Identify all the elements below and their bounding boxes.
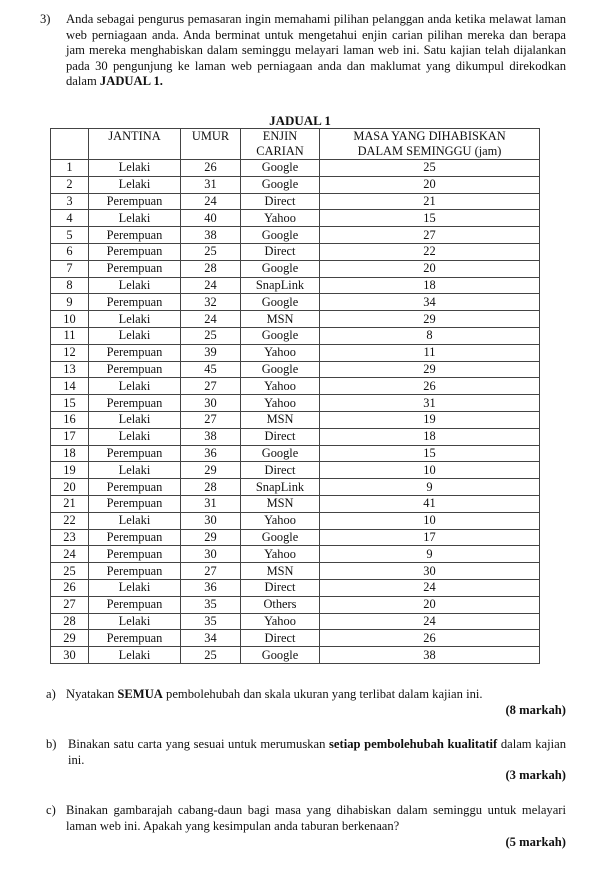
cell-no: 26 bbox=[51, 579, 89, 596]
cell-jantina: Perempuan bbox=[89, 361, 181, 378]
cell-enjin: MSN bbox=[241, 563, 320, 580]
header-masa-line2: DALAM SEMINGGU (jam) bbox=[357, 144, 502, 158]
cell-enjin: Google bbox=[241, 327, 320, 344]
table-row bbox=[51, 361, 540, 378]
table-row bbox=[51, 210, 540, 227]
cell-masa: 22 bbox=[320, 243, 540, 260]
table-row bbox=[51, 579, 540, 596]
part-a-pre: Nyatakan bbox=[66, 687, 118, 701]
cell-enjin: Direct bbox=[241, 462, 320, 479]
cell-umur: 35 bbox=[181, 613, 241, 630]
cell-masa: 11 bbox=[320, 344, 540, 361]
cell-no: 27 bbox=[51, 596, 89, 613]
cell-umur: 35 bbox=[181, 596, 241, 613]
table-row bbox=[51, 311, 540, 328]
cell-umur: 26 bbox=[181, 160, 241, 177]
header-jantina: JANTINA bbox=[89, 129, 181, 160]
part-b-label: b) bbox=[46, 737, 57, 751]
cell-umur: 28 bbox=[181, 479, 241, 496]
cell-no: 29 bbox=[51, 630, 89, 647]
cell-masa: 8 bbox=[320, 327, 540, 344]
cell-umur: 40 bbox=[181, 210, 241, 227]
cell-umur: 24 bbox=[181, 193, 241, 210]
header-enjin-line2: CARIAN bbox=[256, 144, 304, 158]
table-row bbox=[51, 647, 540, 664]
cell-jantina: Lelaki bbox=[89, 311, 181, 328]
cell-enjin: SnapLink bbox=[241, 479, 320, 496]
table-row bbox=[51, 495, 540, 512]
cell-no: 8 bbox=[51, 277, 89, 294]
cell-enjin: Yahoo bbox=[241, 546, 320, 563]
cell-enjin: MSN bbox=[241, 411, 320, 428]
cell-enjin: Google bbox=[241, 227, 320, 244]
table-row bbox=[51, 479, 540, 496]
cell-no: 24 bbox=[51, 546, 89, 563]
table-row bbox=[51, 563, 540, 580]
header-umur: UMUR bbox=[181, 129, 241, 160]
cell-umur: 38 bbox=[181, 227, 241, 244]
cell-umur: 30 bbox=[181, 512, 241, 529]
table-row bbox=[51, 260, 540, 277]
cell-masa: 25 bbox=[320, 160, 540, 177]
cell-jantina: Perempuan bbox=[89, 260, 181, 277]
cell-jantina: Lelaki bbox=[89, 277, 181, 294]
cell-umur: 30 bbox=[181, 395, 241, 412]
cell-enjin: Yahoo bbox=[241, 613, 320, 630]
table-row bbox=[51, 378, 540, 395]
cell-umur: 28 bbox=[181, 260, 241, 277]
question-text-body: Anda sebagai pengurus pemasaran ingin memahami pilihan pelanggan anda ketika melawat laman web perniagaan anda. Anda berminat untuk mengetahui enjin carian pilihan mereka dan berapa jam mereka menghabiskan dalam seminggu melayari laman web ini. Satu kajian telah dijalankan pada 30 pengunjung ke laman web perniagaan anda dan maklumat yang dikumpul direkodkan dalam bbox=[66, 12, 566, 89]
cell-masa: 38 bbox=[320, 647, 540, 664]
cell-no: 2 bbox=[51, 176, 89, 193]
cell-umur: 36 bbox=[181, 445, 241, 462]
cell-jantina: Lelaki bbox=[89, 647, 181, 664]
cell-masa: 18 bbox=[320, 428, 540, 445]
cell-masa: 34 bbox=[320, 294, 540, 311]
cell-jantina: Lelaki bbox=[89, 512, 181, 529]
cell-enjin: Yahoo bbox=[241, 512, 320, 529]
cell-no: 16 bbox=[51, 411, 89, 428]
cell-jantina: Perempuan bbox=[89, 563, 181, 580]
part-a-label: a) bbox=[46, 687, 56, 701]
table-row bbox=[51, 596, 540, 613]
table-row bbox=[51, 277, 540, 294]
table-row bbox=[51, 227, 540, 244]
cell-enjin: Yahoo bbox=[241, 210, 320, 227]
table-body bbox=[51, 160, 540, 664]
cell-jantina: Perempuan bbox=[89, 596, 181, 613]
cell-no: 13 bbox=[51, 361, 89, 378]
cell-jantina: Perempuan bbox=[89, 243, 181, 260]
table-row bbox=[51, 176, 540, 193]
header-masa bbox=[320, 129, 540, 160]
cell-enjin: Google bbox=[241, 260, 320, 277]
table-row bbox=[51, 395, 540, 412]
cell-no: 6 bbox=[51, 243, 89, 260]
cell-masa: 29 bbox=[320, 361, 540, 378]
cell-enjin: MSN bbox=[241, 311, 320, 328]
table-row bbox=[51, 243, 540, 260]
cell-enjin: Direct bbox=[241, 579, 320, 596]
cell-enjin: Google bbox=[241, 294, 320, 311]
cell-enjin: Direct bbox=[241, 428, 320, 445]
table-row bbox=[51, 193, 540, 210]
cell-masa: 15 bbox=[320, 210, 540, 227]
cell-no: 12 bbox=[51, 344, 89, 361]
part-b-pre: Binakan satu carta yang sesuai untuk merumuskan bbox=[68, 737, 330, 751]
cell-no: 30 bbox=[51, 647, 89, 664]
table-row bbox=[51, 344, 540, 361]
cell-enjin: Direct bbox=[241, 243, 320, 260]
cell-masa: 26 bbox=[320, 378, 540, 395]
header-enjin-carian bbox=[241, 129, 320, 160]
part-c bbox=[46, 802, 566, 834]
cell-masa: 10 bbox=[320, 512, 540, 529]
cell-jantina: Lelaki bbox=[89, 462, 181, 479]
part-a-post: pembolehubah dan skala ukuran yang terlibat dalam kajian ini. bbox=[162, 687, 483, 701]
cell-masa: 31 bbox=[320, 395, 540, 412]
part-a-marks: (8 markah) bbox=[505, 703, 566, 717]
part-b-post: dalam kajian ini. bbox=[68, 737, 566, 767]
cell-no: 18 bbox=[51, 445, 89, 462]
cell-no: 3 bbox=[51, 193, 89, 210]
cell-enjin: Google bbox=[241, 361, 320, 378]
part-c-label: c) bbox=[46, 803, 56, 817]
cell-jantina: Lelaki bbox=[89, 378, 181, 395]
table-row bbox=[51, 294, 540, 311]
cell-umur: 32 bbox=[181, 294, 241, 311]
cell-umur: 31 bbox=[181, 176, 241, 193]
cell-no: 23 bbox=[51, 529, 89, 546]
cell-no: 7 bbox=[51, 260, 89, 277]
cell-jantina: Perempuan bbox=[89, 630, 181, 647]
part-c-marks: (5 markah) bbox=[505, 835, 566, 849]
cell-masa: 20 bbox=[320, 260, 540, 277]
cell-no: 20 bbox=[51, 479, 89, 496]
cell-masa: 9 bbox=[320, 546, 540, 563]
cell-umur: 29 bbox=[181, 462, 241, 479]
cell-no: 5 bbox=[51, 227, 89, 244]
cell-jantina: Lelaki bbox=[89, 176, 181, 193]
cell-no: 19 bbox=[51, 462, 89, 479]
cell-jantina: Perempuan bbox=[89, 193, 181, 210]
cell-masa: 27 bbox=[320, 227, 540, 244]
table-row bbox=[51, 512, 540, 529]
cell-masa: 30 bbox=[320, 563, 540, 580]
table-row bbox=[51, 529, 540, 546]
cell-enjin: Yahoo bbox=[241, 344, 320, 361]
cell-no: 17 bbox=[51, 428, 89, 445]
cell-umur: 29 bbox=[181, 529, 241, 546]
table-row bbox=[51, 462, 540, 479]
cell-masa: 10 bbox=[320, 462, 540, 479]
cell-no: 9 bbox=[51, 294, 89, 311]
cell-no: 14 bbox=[51, 378, 89, 395]
table-row bbox=[51, 445, 540, 462]
data-table bbox=[50, 128, 540, 664]
header-masa-line1: MASA YANG DIHABISKAN bbox=[353, 129, 506, 143]
cell-masa: 26 bbox=[320, 630, 540, 647]
question-intro bbox=[40, 12, 566, 90]
cell-umur: 25 bbox=[181, 243, 241, 260]
cell-jantina: Perempuan bbox=[89, 294, 181, 311]
cell-jantina: Perempuan bbox=[89, 479, 181, 496]
cell-umur: 38 bbox=[181, 428, 241, 445]
cell-masa: 41 bbox=[320, 495, 540, 512]
cell-umur: 24 bbox=[181, 311, 241, 328]
cell-no: 10 bbox=[51, 311, 89, 328]
cell-jantina: Lelaki bbox=[89, 160, 181, 177]
part-a bbox=[46, 686, 566, 702]
cell-masa: 18 bbox=[320, 277, 540, 294]
part-b-text bbox=[68, 736, 566, 768]
cell-jantina: Lelaki bbox=[89, 411, 181, 428]
part-b-bold: setiap pembolehubah kualitatif bbox=[329, 737, 498, 751]
part-a-bold: SEMUA bbox=[117, 687, 163, 701]
cell-masa: 20 bbox=[320, 176, 540, 193]
cell-enjin: Yahoo bbox=[241, 395, 320, 412]
cell-no: 22 bbox=[51, 512, 89, 529]
cell-no: 21 bbox=[51, 495, 89, 512]
cell-enjin: Google bbox=[241, 529, 320, 546]
cell-enjin: SnapLink bbox=[241, 277, 320, 294]
cell-no: 4 bbox=[51, 210, 89, 227]
table-row bbox=[51, 613, 540, 630]
cell-umur: 27 bbox=[181, 378, 241, 395]
cell-umur: 30 bbox=[181, 546, 241, 563]
cell-masa: 29 bbox=[320, 311, 540, 328]
cell-enjin: Yahoo bbox=[241, 378, 320, 395]
cell-jantina: Perempuan bbox=[89, 546, 181, 563]
cell-umur: 34 bbox=[181, 630, 241, 647]
cell-umur: 25 bbox=[181, 647, 241, 664]
cell-umur: 24 bbox=[181, 277, 241, 294]
cell-umur: 39 bbox=[181, 344, 241, 361]
table-header-row bbox=[51, 129, 540, 160]
cell-enjin: Google bbox=[241, 445, 320, 462]
cell-no: 15 bbox=[51, 395, 89, 412]
cell-no: 28 bbox=[51, 613, 89, 630]
cell-enjin: Direct bbox=[241, 630, 320, 647]
part-b bbox=[46, 736, 566, 768]
cell-jantina: Perempuan bbox=[89, 395, 181, 412]
cell-masa: 24 bbox=[320, 613, 540, 630]
cell-jantina: Perempuan bbox=[89, 227, 181, 244]
cell-jantina: Perempuan bbox=[89, 529, 181, 546]
table-row bbox=[51, 428, 540, 445]
cell-masa: 15 bbox=[320, 445, 540, 462]
cell-enjin: Direct bbox=[241, 193, 320, 210]
cell-no: 25 bbox=[51, 563, 89, 580]
cell-umur: 27 bbox=[181, 411, 241, 428]
cell-masa: 24 bbox=[320, 579, 540, 596]
table-row bbox=[51, 630, 540, 647]
cell-jantina: Lelaki bbox=[89, 210, 181, 227]
table-title: JADUAL 1 bbox=[269, 113, 331, 128]
cell-enjin: MSN bbox=[241, 495, 320, 512]
header-no bbox=[51, 129, 89, 160]
cell-jantina: Lelaki bbox=[89, 327, 181, 344]
cell-enjin: Google bbox=[241, 160, 320, 177]
cell-masa: 20 bbox=[320, 596, 540, 613]
cell-jantina: Lelaki bbox=[89, 428, 181, 445]
table-row bbox=[51, 546, 540, 563]
cell-umur: 25 bbox=[181, 327, 241, 344]
question-text-table-ref: JADUAL 1. bbox=[99, 74, 163, 89]
cell-enjin: Google bbox=[241, 647, 320, 664]
cell-umur: 31 bbox=[181, 495, 241, 512]
cell-jantina: Perempuan bbox=[89, 344, 181, 361]
cell-masa: 17 bbox=[320, 529, 540, 546]
cell-jantina: Lelaki bbox=[89, 613, 181, 630]
part-b-marks: (3 markah) bbox=[505, 768, 566, 782]
cell-enjin: Google bbox=[241, 176, 320, 193]
question-number: 3) bbox=[40, 12, 51, 26]
cell-jantina: Perempuan bbox=[89, 445, 181, 462]
cell-no: 1 bbox=[51, 160, 89, 177]
cell-masa: 9 bbox=[320, 479, 540, 496]
cell-enjin: Others bbox=[241, 596, 320, 613]
cell-no: 11 bbox=[51, 327, 89, 344]
cell-jantina: Perempuan bbox=[89, 495, 181, 512]
cell-masa: 21 bbox=[320, 193, 540, 210]
cell-umur: 45 bbox=[181, 361, 241, 378]
table-row bbox=[51, 160, 540, 177]
cell-masa: 19 bbox=[320, 411, 540, 428]
cell-jantina: Lelaki bbox=[89, 579, 181, 596]
header-enjin-line1: ENJIN bbox=[262, 129, 298, 143]
question-text bbox=[66, 12, 566, 90]
part-c-text: Binakan gambarajah cabang-daun bagi masa yang dihabiskan dalam seminggu untuk melayari laman web ini. Apakah yang kesimpulan anda taburan berkenaan? bbox=[66, 803, 566, 833]
table-row bbox=[51, 411, 540, 428]
cell-umur: 27 bbox=[181, 563, 241, 580]
part-a-text bbox=[66, 686, 566, 702]
cell-umur: 36 bbox=[181, 579, 241, 596]
table-row bbox=[51, 327, 540, 344]
